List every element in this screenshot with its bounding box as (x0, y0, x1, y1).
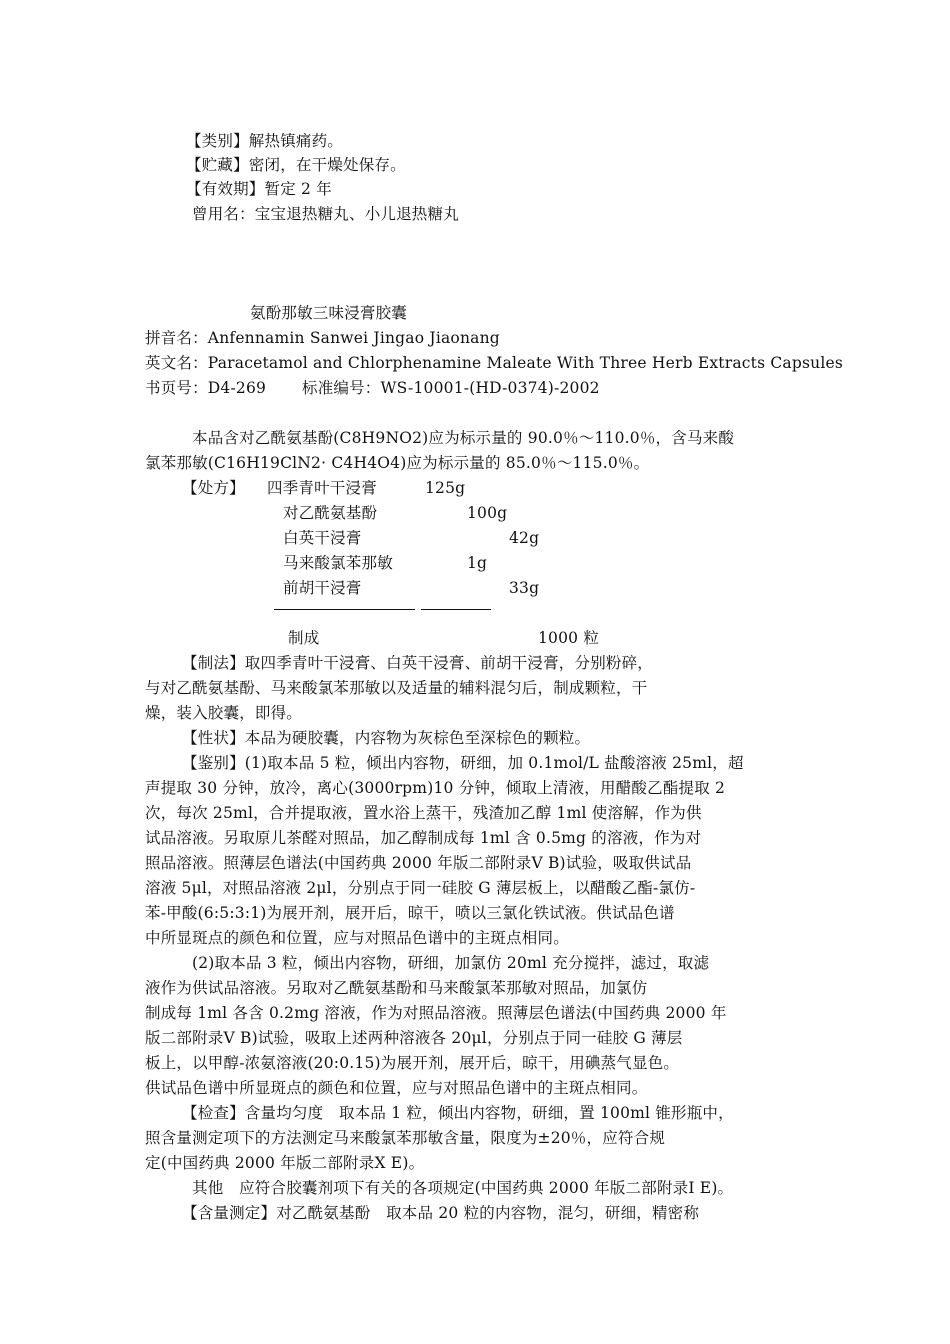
identification-line: 【鉴别】(1)取本品 5 粒，倾出内容物，研细，加 0.1mol/L 盐酸溶液 25ml，超 (182, 754, 744, 772)
identification-line: 液作为供试品溶液。另取对乙酰氨基酚和马来酸氯苯那敏对照品，加氯仿 (145, 979, 648, 997)
formula-amount: 100g (467, 504, 508, 522)
inspection-line: 照含量测定项下的方法测定马来酸氯苯那敏含量，限度为±20％，应符合规 (145, 1129, 666, 1147)
formula-divider (274, 609, 415, 610)
identification-line: 声提取 30 分钟，放冷，离心(3000rpm)10 分钟，倾取上清液，用醋酸乙酯提取 2 (145, 779, 726, 797)
former-names-line: 曾用名：宝宝退热糖丸、小儿退热糖丸 (192, 205, 459, 223)
formula-label: 【处方】 (182, 479, 245, 497)
content-line: 氯苯那敏(C16H19ClN2· C4H4O4)应为标示量的 85.0％～115.0％。 (145, 454, 650, 472)
identification-line: (2)取本品 3 粒，倾出内容物，研细，加氯仿 20ml 充分搅拌，滤过，取滤 (192, 954, 710, 972)
formula-ingredient: 马来酸氯苯那敏 (283, 554, 393, 572)
content-line: 本品含对乙酰氨基酚(C8H9NO2)应为标示量的 90.0％～110.0％，含马来酸 (192, 429, 735, 447)
standard-number-line: 标准编号：WS-10001-(HD-0374)-2002 (302, 379, 600, 397)
validity-line: 【有效期】暂定 2 年 (186, 180, 332, 198)
inspection-line: 定(中国药典 2000 年版二部附录Ⅹ E)。 (145, 1154, 425, 1172)
identification-line: 试品溶液。另取原儿茶醛对照品，加乙醇制成每 1ml 含 0.5mg 的溶液，作为对 (145, 829, 702, 847)
english-name-line: 英文名：Paracetamol and Chlorphenamine Maleate With Three Herb Extracts Capsules (145, 354, 844, 372)
description-line: 【性状】本品为硬胶囊，内容物为灰棕色至深棕色的颗粒。 (182, 729, 591, 747)
identification-line: 板上，以甲醇-浓氨溶液(20:0.15)为展开剂，展开后，晾干，用碘蒸气显色。 (145, 1054, 680, 1072)
formula-amount: 42g (509, 529, 540, 547)
preparation-line: 与对乙酰氨基酚、马来酸氯苯那敏以及适量的辅料混匀后，制成颗粒，干 (145, 679, 648, 697)
formula-amount: 33g (509, 579, 540, 597)
pinyin-line: 拼音名：Anfennamin Sanwei Jingao Jiaonang (145, 329, 500, 347)
identification-line: 中所显斑点的颜色和位置，应与对照品色谱中的主斑点相同。 (145, 929, 569, 947)
monograph-title: 氨酚那敏三味浸膏胶囊 (250, 304, 408, 322)
identification-line: 次，每次 25ml，合并提取液，置水浴上蒸干，残渣加乙醇 1ml 使溶解，作为供 (145, 804, 702, 822)
inspection-line: 其他 应符合胶囊剂项下有关的各项规定(中国药典 2000 年版二部附录Ⅰ E)。 (192, 1179, 734, 1197)
identification-line: 供试品色谱中所显斑点的颜色和位置，应与对照品色谱中的主斑点相同。 (145, 1079, 648, 1097)
formula-amount: 1g (467, 554, 488, 572)
inspection-line: 【检查】含量均匀度 取本品 1 粒，倾出内容物，研细，置 100ml 锥形瓶中， (182, 1104, 734, 1122)
identification-line: 制成每 1ml 各含 0.2mg 溶液，作为对照品溶液。照薄层色谱法(中国药典 2000 年 (145, 1004, 727, 1022)
yield-label: 制成 (288, 629, 320, 647)
preparation-line: 【制法】取四季青叶干浸膏、白英干浸膏、前胡干浸膏，分别粉碎， (182, 654, 654, 672)
formula-divider (421, 609, 491, 610)
category-line: 【类别】解热镇痛药。 (186, 132, 344, 150)
formula-ingredient: 白英干浸膏 (283, 529, 362, 547)
preparation-line: 燥，装入胶囊，即得。 (145, 704, 303, 722)
assay-line: 【含量测定】对乙酰氨基酚 取本品 20 粒的内容物，混匀，研细，精密称 (182, 1204, 700, 1222)
yield-amount: 1000 粒 (538, 629, 600, 647)
book-page-line: 书页号：D4-269 (145, 379, 267, 397)
identification-line: 溶液 5μl，对照品溶液 2μl，分别点于同一硅胶 G 薄层板上，以醋酸乙酯-氯仿- (145, 879, 696, 897)
formula-ingredient: 四季青叶干浸膏 (267, 479, 377, 497)
formula-ingredient: 前胡干浸膏 (283, 579, 362, 597)
identification-line: 版二部附录Ⅴ B)试验，吸取上述两种溶液各 20μl，分别点于同一硅胶 G 薄层 (145, 1029, 683, 1047)
formula-ingredient: 对乙酰氨基酚 (283, 504, 378, 522)
formula-amount: 125g (425, 479, 466, 497)
identification-line: 照品溶液。照薄层色谱法(中国药典 2000 年版二部附录Ⅴ B)试验，吸取供试品 (145, 854, 692, 872)
storage-line: 【贮藏】密闭，在干燥处保存。 (186, 156, 406, 174)
identification-line: 苯-甲酸(6:5:3:1)为展开剂，展开后，晾干，喷以三氯化铁试液。供试品色谱 (145, 904, 675, 922)
